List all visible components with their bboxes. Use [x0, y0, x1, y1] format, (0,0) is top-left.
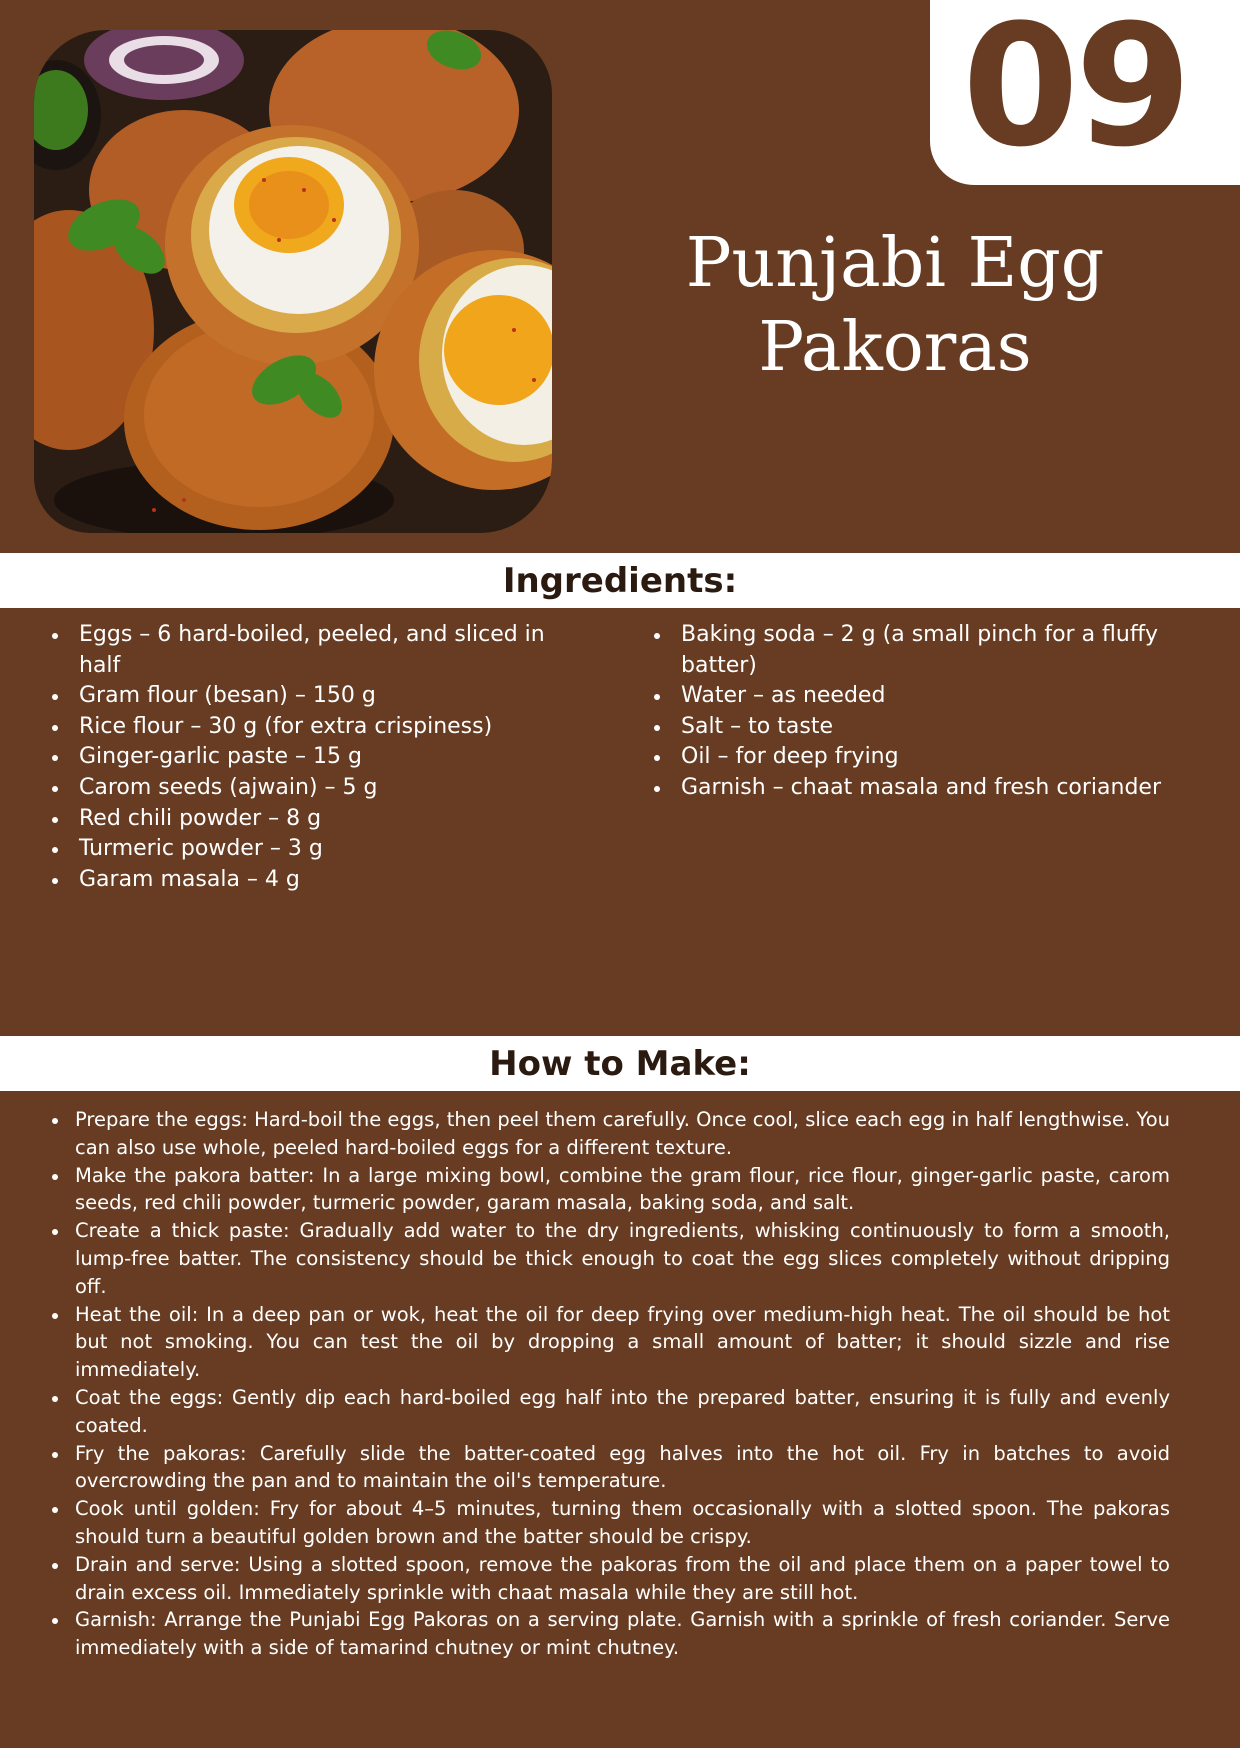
ingredient-item: Ginger-garlic paste – 15 g [52, 742, 552, 773]
ingredient-item: Salt – to taste [654, 712, 1174, 743]
method-step: Make the pakora batter: In a large mixing bowl, combine the gram flour, rice flour, ginger-garlic paste, carom seeds, red chili powder, turmeric powder, garam masala, baking soda, and salt. [50, 1162, 1170, 1218]
method-step: Coat the eggs: Gently dip each hard-boiled egg half into the prepared batter, ensuring it is fully and evenly coated. [50, 1384, 1170, 1440]
recipe-number: 09 [962, 0, 1188, 184]
ingredient-item: Water – as needed [654, 681, 1174, 712]
method-step: Prepare the eggs: Hard-boil the eggs, then peel them carefully. Once cool, slice each egg in half lengthwise. You can also use whole, peeled hard-boiled eggs for a different texture. [50, 1106, 1170, 1162]
method-step: Fry the pakoras: Carefully slide the batter-coated egg halves into the hot oil. Fry in batches to avoid overcrowding the pan and to maintain the oil's temperature. [50, 1440, 1170, 1496]
method-step: Create a thick paste: Gradually add water to the dry ingredients, whisking continuously to form a smooth, lump-free batter. The consistency should be thick enough to coat the egg slices completely without dripping off. [50, 1217, 1170, 1300]
ingredients-heading: Ingredients: [502, 560, 738, 601]
method-step: Garnish: Arrange the Punjabi Egg Pakoras on a serving plate. Garnish with a sprinkle of fresh coriander. Serve immediately with a side of tamarind chutney or mint chutney. [50, 1606, 1170, 1662]
ingredient-item: Oil – for deep frying [654, 742, 1174, 773]
ingredient-item: Rice flour – 30 g (for extra crispiness) [52, 712, 552, 743]
ingredients-list-left [52, 620, 552, 895]
ingredient-item: Baking soda – 2 g (a small pinch for a fluffy batter) [654, 620, 1174, 681]
ingredient-item: Gram flour (besan) – 150 g [52, 681, 552, 712]
method-heading-band [0, 1036, 1240, 1091]
ingredients-heading-band [0, 553, 1240, 608]
ingredient-item: Carom seeds (ajwain) – 5 g [52, 773, 552, 804]
egg-pakoras-photo [34, 30, 552, 533]
ingredient-item: Garam masala – 4 g [52, 865, 552, 896]
method-step: Cook until golden: Fry for about 4–5 minutes, turning them occasionally with a slotted spoon. The pakoras should turn a beautiful golden brown and the batter should be crispy. [50, 1495, 1170, 1551]
recipe-title-line-1: Punjabi Egg [685, 224, 1105, 303]
method-step: Drain and serve: Using a slotted spoon, remove the pakoras from the oil and place them on a paper towel to drain excess oil. Immediately sprinkle with chaat masala while they are still hot. [50, 1551, 1170, 1607]
method-heading: How to Make: [489, 1043, 751, 1084]
ingredient-item: Red chili powder – 8 g [52, 804, 552, 835]
recipe-title [600, 222, 1190, 390]
method-step: Heat the oil: In a deep pan or wok, heat the oil for deep frying over medium-high heat. The oil should be hot but not smoking. You can test the oil by dropping a small amount of batter; it should sizzle and rise immediately. [50, 1301, 1170, 1384]
ingredients-list-right [654, 620, 1174, 804]
recipe-title-line-2: Pakoras [758, 308, 1032, 387]
recipe-number-badge [930, 0, 1240, 185]
method-steps-list [50, 1106, 1170, 1662]
ingredient-item: Turmeric powder – 3 g [52, 834, 552, 865]
ingredient-item: Eggs – 6 hard-boiled, peeled, and sliced in half [52, 620, 552, 681]
ingredient-item: Garnish – chaat masala and fresh coriander [654, 773, 1174, 804]
